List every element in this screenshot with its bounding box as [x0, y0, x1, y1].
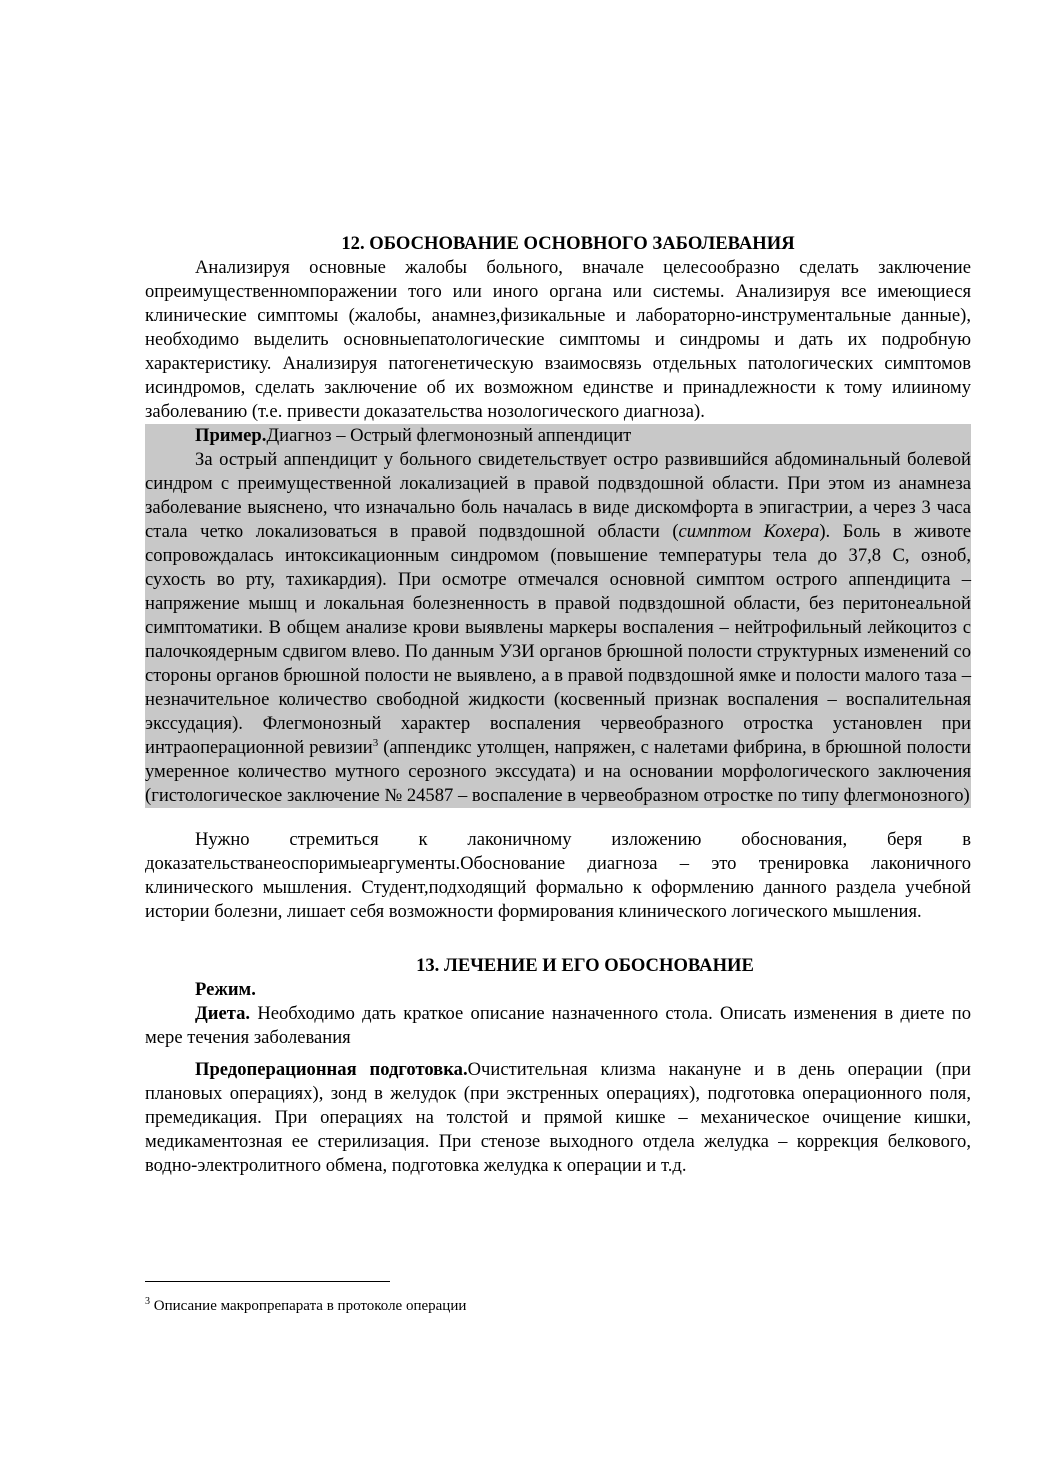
section-13-title: 13. ЛЕЧЕНИЕ И ЕГО ОБОСНОВАНИЕ	[416, 955, 754, 976]
preop-text: Очистительная клизма накануне и в день операции (при плановых операциях), зонд в желудок (при экстренных операциях), подготовка операционного поля, премедикация. При операциях на толстой и прямой кишке – механическое очищение кишки, медикаментозная ее стерилизация. При стенозе выходного отдела желудка – коррекция белкового, водно-электролитного обмена, подготовка желудка к операции и т.д.	[145, 1059, 971, 1176]
section-12-paragraph-2: Нужно стремиться к лаконичному изложению обоснования, беря в доказательстванеоспоримыеаргументы.Обоснование диагноза – это тренировка лаконичного клинического мышления. Студент,подходящий формально к оформлению данного раздела учебной истории болезни, лишает себя возможности формирования клинического логического мышления.	[145, 829, 971, 922]
example-text-part-3: (аппендикс утолщен, напряжен, с налетами фибрина, в брюшной полости умеренное количество мутного серозного экссудата) и на основании морфологического заключения (гистологическое заключение № 24587 – воспаление в червеобразном отростке по типу флегмонозного)	[145, 737, 972, 806]
diet-text: Необходимо дать краткое описание назначенного стола. Описать изменения в диете по мере течения заболевания	[145, 1003, 971, 1048]
footnote-text: Описание макропрепарата в протоколе операции	[150, 1298, 467, 1314]
regime-line	[145, 978, 971, 1002]
example-block	[145, 424, 971, 808]
diet-paragraph	[145, 1002, 971, 1050]
example-text-part-1: За острый аппендицит у больного свидетельствует остро развившийся абдоминальный болевой синдром с преимущественной локализацией в правой подвздошной области. При этом из анамнеза заболевание выяснено, что изначально боль началась в виде дискомфорта в эпигастрии, а через 3 часа стала четко локализоваться в правой подвздошной области (	[145, 449, 971, 542]
footnote-number: 3	[145, 1296, 150, 1307]
example-symptom: симптом Кохера	[678, 521, 820, 542]
example-diagnosis: Диагноз – Острый флегмонозный аппендицит	[266, 425, 632, 446]
example-text	[145, 448, 971, 808]
preop-paragraph	[145, 1058, 971, 1178]
diet-label: Диета.	[195, 1003, 251, 1024]
footnote	[145, 1296, 745, 1316]
example-text-part-2: ). Боль в животе сопровождалась интоксикационным синдромом (повышение температуры тела до 37,8 С, озноб, сухость во рту, тахикардия). При осмотре отмечался основной симптом острого аппендицита – напряжение мышц и локальная болезненность в правой подвздошной области, без перитонеальной симптоматики. В общем анализе крови выявлены маркеры воспаления – нейтрофильный лейкоцитоз с палочкоядерным сдвигом влево. По данным УЗИ органов брюшной полости структурных изменений со стороны органов брюшной полости не выявлено, а в правой подвздошной ямке и полости малого таза – незначительное количество свободной жидкости (косвенный признак воспаления – воспалительная экссудация). Флегмонозный характер воспаления червеобразного отростка установлен при интраоперационной ревизии	[145, 521, 971, 758]
regime-label: Режим.	[195, 979, 256, 1000]
section-12-paragraph-1: Анализируя основные жалобы больного, вначале целесообразно сделать заключение опреимущественномпоражении того или иного органа или системы. Анализируя все имеющиеся клинические симптомы (жалобы, анамнез,физикальные и лабораторно-инструментальные данные), необходимо выделить основныепатологические симптомы и синдромы и дать их подробную характеристику. Анализируя патогенетическую взаимосвязь отдельных патологических симптомов исиндромов, сделать заключение об их возможном единстве и принадлежности к тому илииному заболеванию (т.е. привести доказательства нозологического диагноза).	[145, 257, 971, 422]
example-diagnosis-line	[145, 424, 971, 448]
footnote-reference: 3	[372, 736, 379, 749]
document-page	[145, 232, 971, 1178]
preop-label: Предоперационная подготовка.	[195, 1059, 468, 1080]
example-label: Пример.	[195, 425, 267, 446]
footnote-separator	[145, 1281, 390, 1282]
section-12-title: 12. ОБОСНОВАНИЕ ОСНОВНОГО ЗАБОЛЕВАНИЯ	[341, 233, 795, 254]
